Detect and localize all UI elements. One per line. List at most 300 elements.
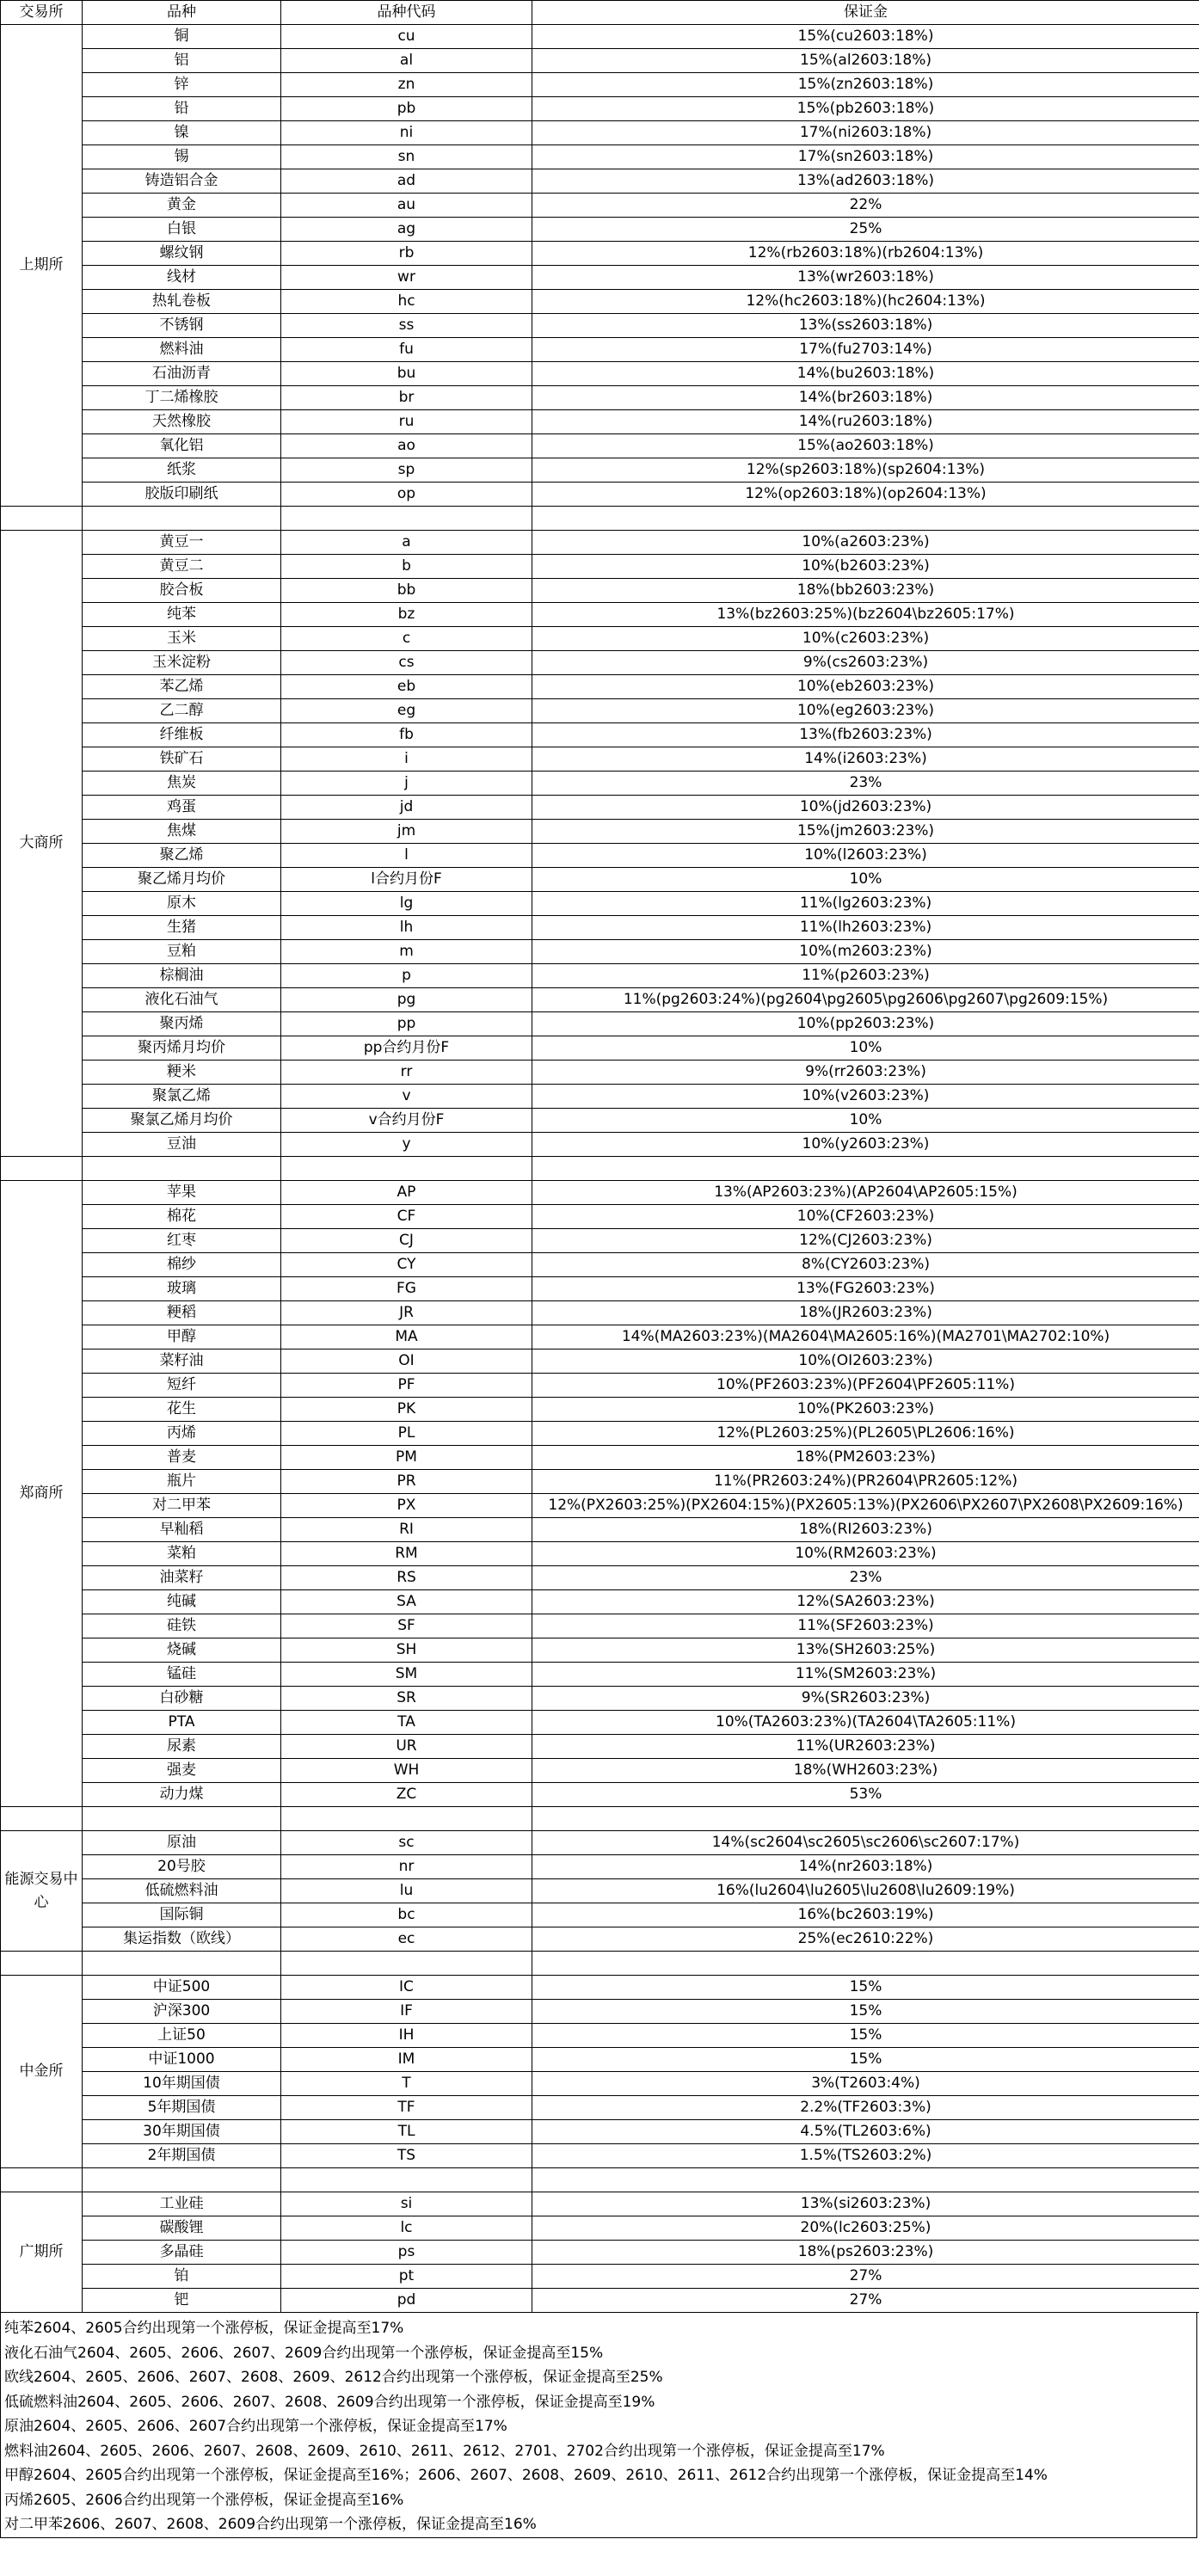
variety-cell: 尿素 (83, 1735, 281, 1759)
margin-cell: 13%(si2603:23%) (532, 2192, 1199, 2216)
variety-cell: 沪深300 (83, 2000, 281, 2024)
table-row (1, 1253, 1199, 1277)
margin-cell: 15% (532, 1976, 1199, 2000)
note-line: 液化石油气2604、2605、2606、2607、2609合约出现第一个涨停板，保证金提高至15% (4, 2344, 604, 2362)
spacer-cell (532, 1157, 1199, 1181)
variety-cell: 锰硅 (83, 1663, 281, 1687)
table-row (1, 1614, 1199, 1638)
table-row (1, 1687, 1199, 1711)
table-row (1, 1109, 1199, 1133)
code-cell: pt (281, 2265, 532, 2289)
code-cell: pd (281, 2289, 532, 2313)
table-row (1, 1494, 1199, 1518)
variety-cell: 短纤 (83, 1374, 281, 1398)
code-cell: l合约月份F (281, 868, 532, 892)
table-row (1, 1349, 1199, 1374)
spacer-cell (532, 1807, 1199, 1831)
table-row (1, 2120, 1199, 2144)
margin-cell: 10%(b2603:23%) (532, 555, 1199, 579)
code-cell: rr (281, 1061, 532, 1085)
margin-cell: 11%(SF2603:23%) (532, 1614, 1199, 1638)
spacer-cell (83, 2168, 281, 2192)
variety-cell: 液化石油气 (83, 988, 281, 1012)
header-row (1, 1, 1199, 25)
table-row (1, 218, 1199, 242)
code-cell: TA (281, 1711, 532, 1735)
exchange-cell: 中金所 (1, 1976, 83, 2168)
variety-cell: 纸浆 (83, 458, 281, 483)
variety-cell: 鸡蛋 (83, 796, 281, 820)
code-cell: y (281, 1133, 532, 1157)
variety-cell: 焦煤 (83, 820, 281, 844)
margin-cell: 11%(SM2603:23%) (532, 1663, 1199, 1687)
table-row (1, 2241, 1199, 2265)
code-cell: rb (281, 242, 532, 266)
margin-cell: 11%(lh2603:23%) (532, 916, 1199, 940)
margin-cell: 13%(ad2603:18%) (532, 169, 1199, 194)
margin-cell: 22% (532, 194, 1199, 218)
table-row (1, 1301, 1199, 1325)
table-row (1, 458, 1199, 483)
table-row (1, 1277, 1199, 1301)
exchange-cell: 能源交易中心 (1, 1831, 83, 1952)
code-cell: ZC (281, 1783, 532, 1807)
table-row (1, 25, 1199, 49)
variety-cell: 苯乙烯 (83, 675, 281, 699)
code-cell: ps (281, 2241, 532, 2265)
variety-cell: 聚氯乙烯 (83, 1085, 281, 1109)
table-row (1, 2265, 1199, 2289)
table-row (1, 699, 1199, 723)
margin-cell: 27% (532, 2289, 1199, 2313)
code-cell: au (281, 194, 532, 218)
exchange-cell: 广期所 (1, 2192, 83, 2313)
code-cell: SF (281, 1614, 532, 1638)
table-row (1, 1735, 1199, 1759)
code-cell: j (281, 772, 532, 796)
code-cell: lh (281, 916, 532, 940)
table-row (1, 772, 1199, 796)
table-row (1, 651, 1199, 675)
code-cell: si (281, 2192, 532, 2216)
variety-cell: 粳稻 (83, 1301, 281, 1325)
code-cell: WH (281, 1759, 532, 1783)
margin-cell: 11%(UR2603:23%) (532, 1735, 1199, 1759)
variety-cell: 聚乙烯 (83, 844, 281, 868)
margin-cell: 10%(pp2603:23%) (532, 1012, 1199, 1036)
table-row (1, 747, 1199, 772)
margin-cell: 27% (532, 2265, 1199, 2289)
table-row (1, 1325, 1199, 1349)
variety-cell: 国际铜 (83, 1903, 281, 1927)
header-margin: 保证金 (532, 1, 1199, 25)
code-cell: SR (281, 1687, 532, 1711)
variety-cell: 2年期国债 (83, 2144, 281, 2168)
code-cell: eg (281, 699, 532, 723)
margin-cell: 16%(lu2604\lu2605\lu2608\lu2609:19%) (532, 1879, 1199, 1903)
code-cell: op (281, 483, 532, 507)
code-cell: OI (281, 1349, 532, 1374)
margin-cell: 16%(bc2603:19%) (532, 1903, 1199, 1927)
code-cell: UR (281, 1735, 532, 1759)
margin-cell: 15% (532, 2024, 1199, 2048)
table-row (1, 723, 1199, 747)
variety-cell: 玉米 (83, 627, 281, 651)
table-row (1, 1061, 1199, 1085)
table-row (1, 1205, 1199, 1229)
code-cell: fu (281, 338, 532, 362)
code-cell: v (281, 1085, 532, 1109)
variety-cell: 对二甲苯 (83, 1494, 281, 1518)
variety-cell: 红枣 (83, 1229, 281, 1253)
table-row (1, 1470, 1199, 1494)
table-row (1, 2048, 1199, 2072)
spacer-row (1, 1952, 1199, 1976)
table-row (1, 49, 1199, 73)
note-line: 丙烯2605、2606合约出现第一个涨停板，保证金提高至16% (4, 2491, 404, 2509)
table-row (1, 940, 1199, 964)
table-row (1, 892, 1199, 916)
margin-cell: 15% (532, 2000, 1199, 2024)
table-row (1, 964, 1199, 988)
margin-cell: 18%(bb2603:23%) (532, 579, 1199, 603)
code-cell: pg (281, 988, 532, 1012)
table-row (1, 675, 1199, 699)
code-cell: i (281, 747, 532, 772)
table-row (1, 603, 1199, 627)
code-cell: sc (281, 1831, 532, 1855)
note-line: 燃料油2604、2605、2606、2607、2608、2609、2610、2611、2612、2701、2702合约出现第一个涨停板，保证金提高至17% (4, 2442, 885, 2460)
spacer-cell (532, 507, 1199, 531)
margin-cell: 12%(PL2603:25%)(PL2605\PL2606:16%) (532, 1422, 1199, 1446)
header-variety: 品种 (83, 1, 281, 25)
variety-cell: 螺纹钢 (83, 242, 281, 266)
spacer-row (1, 1157, 1199, 1181)
table-row (1, 2000, 1199, 2024)
code-cell: pp (281, 1012, 532, 1036)
code-cell: RS (281, 1566, 532, 1590)
variety-cell: 黄金 (83, 194, 281, 218)
table-row (1, 1012, 1199, 1036)
table-row (1, 2216, 1199, 2241)
table-row (1, 1663, 1199, 1687)
variety-cell: 早籼稻 (83, 1518, 281, 1542)
spacer-cell (281, 1807, 532, 1831)
table-body (1, 25, 1199, 2313)
code-cell: al (281, 49, 532, 73)
spacer-cell (532, 2168, 1199, 2192)
variety-cell: 石油沥青 (83, 362, 281, 386)
margin-cell: 9%(SR2603:23%) (532, 1687, 1199, 1711)
code-cell: ag (281, 218, 532, 242)
code-cell: IM (281, 2048, 532, 2072)
table-row (1, 290, 1199, 314)
table-row (1, 1759, 1199, 1783)
variety-cell: 乙二醇 (83, 699, 281, 723)
variety-cell: 硅铁 (83, 1614, 281, 1638)
margin-cell: 18%(WH2603:23%) (532, 1759, 1199, 1783)
code-cell: ad (281, 169, 532, 194)
table-row (1, 1903, 1199, 1927)
variety-cell: 集运指数（欧线） (83, 1927, 281, 1952)
table-row (1, 483, 1199, 507)
code-cell: AP (281, 1181, 532, 1205)
code-cell: JR (281, 1301, 532, 1325)
spacer-row (1, 507, 1199, 531)
code-cell: bu (281, 362, 532, 386)
code-cell: wr (281, 266, 532, 290)
spacer-cell (1, 1952, 83, 1976)
margin-cell: 3%(T2603:4%) (532, 2072, 1199, 2096)
table-row (1, 1085, 1199, 1109)
margin-cell: 13%(fb2603:23%) (532, 723, 1199, 747)
table-row (1, 1133, 1199, 1157)
margin-cell: 12%(sp2603:18%)(sp2604:13%) (532, 458, 1199, 483)
variety-cell: 铜 (83, 25, 281, 49)
code-cell: IF (281, 2000, 532, 2024)
margin-cell: 14%(ru2603:18%) (532, 410, 1199, 434)
margin-cell: 15% (532, 2048, 1199, 2072)
margin-cell: 10% (532, 1109, 1199, 1133)
table-row (1, 1566, 1199, 1590)
variety-cell: 镍 (83, 121, 281, 145)
table-row (1, 410, 1199, 434)
variety-cell: 甲醇 (83, 1325, 281, 1349)
table-row (1, 1181, 1199, 1205)
table-row (1, 820, 1199, 844)
table-row (1, 2072, 1199, 2096)
spacer-cell (281, 2168, 532, 2192)
margin-cell: 15%(jm2603:23%) (532, 820, 1199, 844)
table-row (1, 266, 1199, 290)
code-cell: ao (281, 434, 532, 458)
variety-cell: 上证50 (83, 2024, 281, 2048)
exchange-cell: 大商所 (1, 531, 83, 1157)
margin-cell: 23% (532, 772, 1199, 796)
margin-cell: 20%(lc2603:25%) (532, 2216, 1199, 2241)
code-cell: TF (281, 2096, 532, 2120)
variety-cell: 工业硅 (83, 2192, 281, 2216)
margin-cell: 12%(SA2603:23%) (532, 1590, 1199, 1614)
code-cell: TS (281, 2144, 532, 2168)
variety-cell: 低硫燃料油 (83, 1879, 281, 1903)
margin-cell: 11%(lg2603:23%) (532, 892, 1199, 916)
margin-cell: 13%(wr2603:18%) (532, 266, 1199, 290)
margin-cell: 10%(jd2603:23%) (532, 796, 1199, 820)
margin-cell: 13%(FG2603:23%) (532, 1277, 1199, 1301)
code-cell: jd (281, 796, 532, 820)
note-line: 原油2604、2605、2606、2607合约出现第一个涨停板，保证金提高至17% (4, 2418, 507, 2435)
variety-cell: 线材 (83, 266, 281, 290)
margin-cell: 10% (532, 868, 1199, 892)
code-cell: SH (281, 1638, 532, 1663)
margin-cell: 13%(SH2603:25%) (532, 1638, 1199, 1663)
spacer-cell (281, 1952, 532, 1976)
margin-cell: 10%(PF2603:23%)(PF2604\PF2605:11%) (532, 1374, 1199, 1398)
margin-cell: 10%(a2603:23%) (532, 531, 1199, 555)
margin-cell: 11%(p2603:23%) (532, 964, 1199, 988)
variety-cell: 胶版印刷纸 (83, 483, 281, 507)
code-cell: SA (281, 1590, 532, 1614)
code-cell: bz (281, 603, 532, 627)
variety-cell: 纤维板 (83, 723, 281, 747)
header-code: 品种代码 (281, 1, 532, 25)
table-row (1, 1446, 1199, 1470)
table-row (1, 531, 1199, 555)
code-cell: cs (281, 651, 532, 675)
margin-cell: 10%(TA2603:23%)(TA2604\TA2605:11%) (532, 1711, 1199, 1735)
table-row (1, 988, 1199, 1012)
variety-cell: 纯碱 (83, 1590, 281, 1614)
margin-cell: 14%(sc2604\sc2605\sc2606\sc2607:17%) (532, 1831, 1199, 1855)
margin-cell: 25%(ec2610:22%) (532, 1927, 1199, 1952)
variety-cell: 铸造铝合金 (83, 169, 281, 194)
variety-cell: 白银 (83, 218, 281, 242)
table-row (1, 555, 1199, 579)
code-cell: eb (281, 675, 532, 699)
spacer-cell (1, 2168, 83, 2192)
table-row (1, 1229, 1199, 1253)
table-row (1, 1927, 1199, 1952)
note-line: 对二甲苯2606、2607、2608、2609合约出现第一个涨停板，保证金提高至16% (4, 2516, 537, 2533)
variety-cell: 铂 (83, 2265, 281, 2289)
margin-cell: 14%(bu2603:18%) (532, 362, 1199, 386)
margin-cell: 15%(pb2603:18%) (532, 97, 1199, 121)
code-cell: ss (281, 314, 532, 338)
margin-cell: 4.5%(TL2603:6%) (532, 2120, 1199, 2144)
code-cell: pp合约月份F (281, 1036, 532, 1061)
margin-cell: 25% (532, 218, 1199, 242)
margin-cell: 12%(hc2603:18%)(hc2604:13%) (532, 290, 1199, 314)
variety-cell: 不锈钢 (83, 314, 281, 338)
spacer-cell (83, 1157, 281, 1181)
margin-cell: 14%(MA2603:23%)(MA2604\MA2605:16%)(MA2701\MA2702:10%) (532, 1325, 1199, 1349)
margin-cell: 9%(cs2603:23%) (532, 651, 1199, 675)
spacer-row (1, 2168, 1199, 2192)
variety-cell: 聚乙烯月均价 (83, 868, 281, 892)
variety-cell: 动力煤 (83, 1783, 281, 1807)
spacer-cell (83, 1952, 281, 1976)
table-row (1, 2096, 1199, 2120)
table-row (1, 1422, 1199, 1446)
variety-cell: 原油 (83, 1831, 281, 1855)
margin-cell: 53% (532, 1783, 1199, 1807)
variety-cell: 30年期国债 (83, 2120, 281, 2144)
code-cell: a (281, 531, 532, 555)
code-cell: lu (281, 1879, 532, 1903)
code-cell: hc (281, 290, 532, 314)
code-cell: lc (281, 2216, 532, 2241)
table-row (1, 579, 1199, 603)
margin-cell: 23% (532, 1566, 1199, 1590)
margin-cell: 10%(v2603:23%) (532, 1085, 1199, 1109)
variety-cell: 氧化铝 (83, 434, 281, 458)
code-cell: ec (281, 1927, 532, 1952)
variety-cell: 烧碱 (83, 1638, 281, 1663)
code-cell: l (281, 844, 532, 868)
variety-cell: 碳酸锂 (83, 2216, 281, 2241)
spacer-cell (281, 1157, 532, 1181)
code-cell: PL (281, 1422, 532, 1446)
table-row (1, 194, 1199, 218)
code-cell: IC (281, 1976, 532, 2000)
margin-cell: 17%(fu2703:14%) (532, 338, 1199, 362)
variety-cell: 黄豆一 (83, 531, 281, 555)
margin-cell: 17%(sn2603:18%) (532, 145, 1199, 169)
code-cell: sp (281, 458, 532, 483)
variety-cell: 天然橡胶 (83, 410, 281, 434)
note-line: 欧线2604、2605、2606、2607、2608、2609、2612合约出现第一个涨停板，保证金提高至25% (4, 2369, 663, 2386)
table-row (1, 2024, 1199, 2048)
code-cell: PR (281, 1470, 532, 1494)
table-row (1, 242, 1199, 266)
code-cell: br (281, 386, 532, 410)
variety-cell: 菜籽油 (83, 1349, 281, 1374)
code-cell: fb (281, 723, 532, 747)
table-row (1, 1879, 1199, 1903)
variety-cell: 钯 (83, 2289, 281, 2313)
margin-cell: 10%(m2603:23%) (532, 940, 1199, 964)
variety-cell: 20号胶 (83, 1855, 281, 1879)
variety-cell: 纯苯 (83, 603, 281, 627)
spacer-cell (281, 507, 532, 531)
variety-cell: PTA (83, 1711, 281, 1735)
table-row (1, 338, 1199, 362)
margin-cell: 12%(op2603:18%)(op2604:13%) (532, 483, 1199, 507)
variety-cell: 棉花 (83, 1205, 281, 1229)
code-cell: SM (281, 1663, 532, 1687)
code-cell: RI (281, 1518, 532, 1542)
code-cell: nr (281, 1855, 532, 1879)
table-row (1, 1855, 1199, 1879)
margin-cell: 18%(RI2603:23%) (532, 1518, 1199, 1542)
margin-cell: 9%(rr2603:23%) (532, 1061, 1199, 1085)
margin-cell: 14%(i2603:23%) (532, 747, 1199, 772)
margin-cell: 17%(ni2603:18%) (532, 121, 1199, 145)
table-row (1, 97, 1199, 121)
margin-cell: 15%(zn2603:18%) (532, 73, 1199, 97)
variety-cell: 普麦 (83, 1446, 281, 1470)
notes-section (0, 2313, 1197, 2538)
variety-cell: 铝 (83, 49, 281, 73)
variety-cell: 棕榈油 (83, 964, 281, 988)
code-cell: sn (281, 145, 532, 169)
variety-cell: 白砂糖 (83, 1687, 281, 1711)
spacer-cell (532, 1952, 1199, 1976)
variety-cell: 原木 (83, 892, 281, 916)
margin-cell: 11%(pg2603:24%)(pg2604\pg2605\pg2606\pg2607\pg2609:15%) (532, 988, 1199, 1012)
spacer-cell (83, 507, 281, 531)
table-row (1, 121, 1199, 145)
table-row (1, 434, 1199, 458)
margin-cell: 18%(PM2603:23%) (532, 1446, 1199, 1470)
variety-cell: 燃料油 (83, 338, 281, 362)
margin-cell: 1.5%(TS2603:2%) (532, 2144, 1199, 2168)
variety-cell: 聚丙烯月均价 (83, 1036, 281, 1061)
code-cell: TL (281, 2120, 532, 2144)
variety-cell: 中证500 (83, 1976, 281, 2000)
spacer-cell (83, 1807, 281, 1831)
table-row (1, 627, 1199, 651)
code-cell: FG (281, 1277, 532, 1301)
margin-cell: 10%(eb2603:23%) (532, 675, 1199, 699)
table-row (1, 2192, 1199, 2216)
code-cell: lg (281, 892, 532, 916)
margin-cell: 10%(OI2603:23%) (532, 1349, 1199, 1374)
variety-cell: 聚氯乙烯月均价 (83, 1109, 281, 1133)
table-row (1, 844, 1199, 868)
margin-cell: 14%(br2603:18%) (532, 386, 1199, 410)
